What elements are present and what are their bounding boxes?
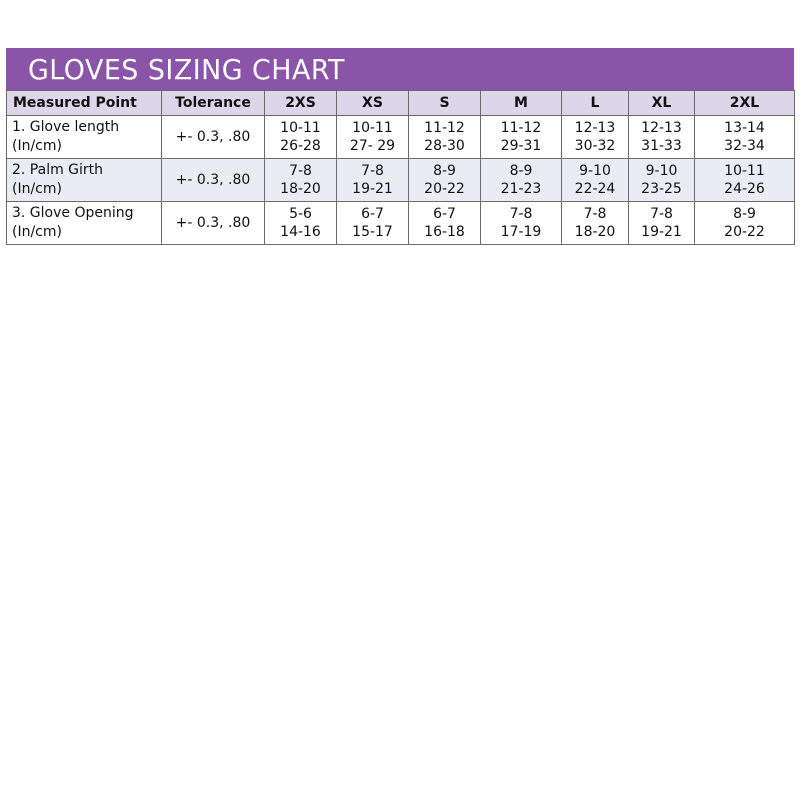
- cm-value: 16-18: [424, 224, 465, 240]
- inches-value: 12-13: [574, 120, 616, 136]
- size-cell: [337, 202, 409, 245]
- cm-value: 14-16: [280, 224, 321, 240]
- size-cell: [481, 116, 562, 159]
- cm-value: 27- 29: [349, 138, 396, 154]
- cm-value: 15-17: [352, 224, 393, 240]
- inches-value: 6-7: [433, 206, 456, 222]
- size-cell: [562, 159, 629, 202]
- table-row: [7, 202, 795, 245]
- cm-value: 31-33: [641, 138, 682, 154]
- cm-value: 22-24: [574, 181, 616, 197]
- header-size-l: L: [562, 91, 629, 116]
- inches-value: 6-7: [361, 206, 384, 222]
- size-cell: [562, 116, 629, 159]
- measured-point-label: 1. Glove length: [12, 119, 120, 135]
- measured-point-label: 3. Glove Opening: [12, 205, 134, 221]
- header-row: [7, 91, 795, 116]
- size-cell: [481, 202, 562, 245]
- cm-value: 18-20: [280, 181, 321, 197]
- cm-value: 28-30: [424, 138, 465, 154]
- measured-point-cell: [7, 159, 162, 202]
- size-cell: [481, 159, 562, 202]
- inches-value: 8-9: [509, 163, 533, 179]
- inches-value: 13-14: [724, 120, 765, 136]
- inches-value: 7-8: [583, 206, 607, 222]
- cm-value: 24-26: [724, 181, 765, 197]
- inches-value: 10-11: [352, 120, 393, 136]
- measured-point-label: 2. Palm Girth: [12, 162, 104, 178]
- inches-value: 7-8: [650, 206, 673, 222]
- size-cell: [629, 159, 695, 202]
- cm-value: 17-19: [500, 224, 542, 240]
- table-row: [7, 159, 795, 202]
- size-cell: [409, 116, 481, 159]
- cm-value: 20-22: [424, 181, 465, 197]
- header-size-xl: XL: [629, 91, 695, 116]
- cm-value: 19-21: [641, 224, 682, 240]
- inches-value: 10-11: [724, 163, 765, 179]
- inches-value: 11-12: [500, 120, 542, 136]
- inches-value: 9-10: [579, 163, 611, 179]
- size-cell: [265, 159, 337, 202]
- chart-title: GLOVES SIZING CHART: [28, 52, 345, 86]
- header-size-xs: XS: [337, 91, 409, 116]
- size-cell: [337, 116, 409, 159]
- header-size-s: S: [409, 91, 481, 116]
- tolerance-cell: +- 0.3, .80: [162, 202, 265, 245]
- inches-value: 8-9: [433, 163, 456, 179]
- cm-value: 23-25: [641, 181, 682, 197]
- header-size-2xs: 2XS: [265, 91, 337, 116]
- measured-point-cell: [7, 202, 162, 245]
- cm-value: 20-22: [724, 224, 765, 240]
- chart-banner: [6, 48, 794, 90]
- inches-value: 12-13: [641, 120, 682, 136]
- size-cell: [695, 159, 795, 202]
- size-cell: [629, 116, 695, 159]
- sizing-chart: [6, 48, 794, 245]
- cm-value: 32-34: [724, 138, 765, 154]
- size-cell: [695, 202, 795, 245]
- inches-value: 5-6: [289, 206, 312, 222]
- inches-value: 10-11: [280, 120, 321, 136]
- size-cell: [695, 116, 795, 159]
- size-cell: [409, 159, 481, 202]
- size-cell: [265, 202, 337, 245]
- tolerance-cell: +- 0.3, .80: [162, 159, 265, 202]
- cm-value: 18-20: [574, 224, 616, 240]
- inches-value: 8-9: [733, 206, 756, 222]
- header-tolerance: Tolerance: [162, 91, 265, 116]
- measured-point-cell: [7, 116, 162, 159]
- measured-point-unit: (In/cm): [12, 224, 62, 240]
- cm-value: 29-31: [500, 138, 542, 154]
- cm-value: 19-21: [352, 181, 393, 197]
- header-size-2xl: 2XL: [695, 91, 795, 116]
- measured-point-unit: (In/cm): [12, 138, 62, 154]
- inches-value: 11-12: [424, 120, 465, 136]
- inches-value: 7-8: [361, 163, 384, 179]
- sizing-table: [6, 90, 795, 245]
- inches-value: 9-10: [645, 163, 678, 179]
- size-cell: [562, 202, 629, 245]
- size-cell: [337, 159, 409, 202]
- inches-value: 7-8: [289, 163, 312, 179]
- header-measured-point: Measured Point: [7, 91, 162, 116]
- tolerance-cell: +- 0.3, .80: [162, 116, 265, 159]
- size-cell: [265, 116, 337, 159]
- measured-point-unit: (In/cm): [12, 181, 62, 197]
- table-row: [7, 116, 795, 159]
- size-cell: [409, 202, 481, 245]
- header-size-m: M: [481, 91, 562, 116]
- cm-value: 30-32: [574, 138, 616, 154]
- inches-value: 7-8: [509, 206, 533, 222]
- cm-value: 21-23: [500, 181, 542, 197]
- size-cell: [629, 202, 695, 245]
- cm-value: 26-28: [280, 138, 321, 154]
